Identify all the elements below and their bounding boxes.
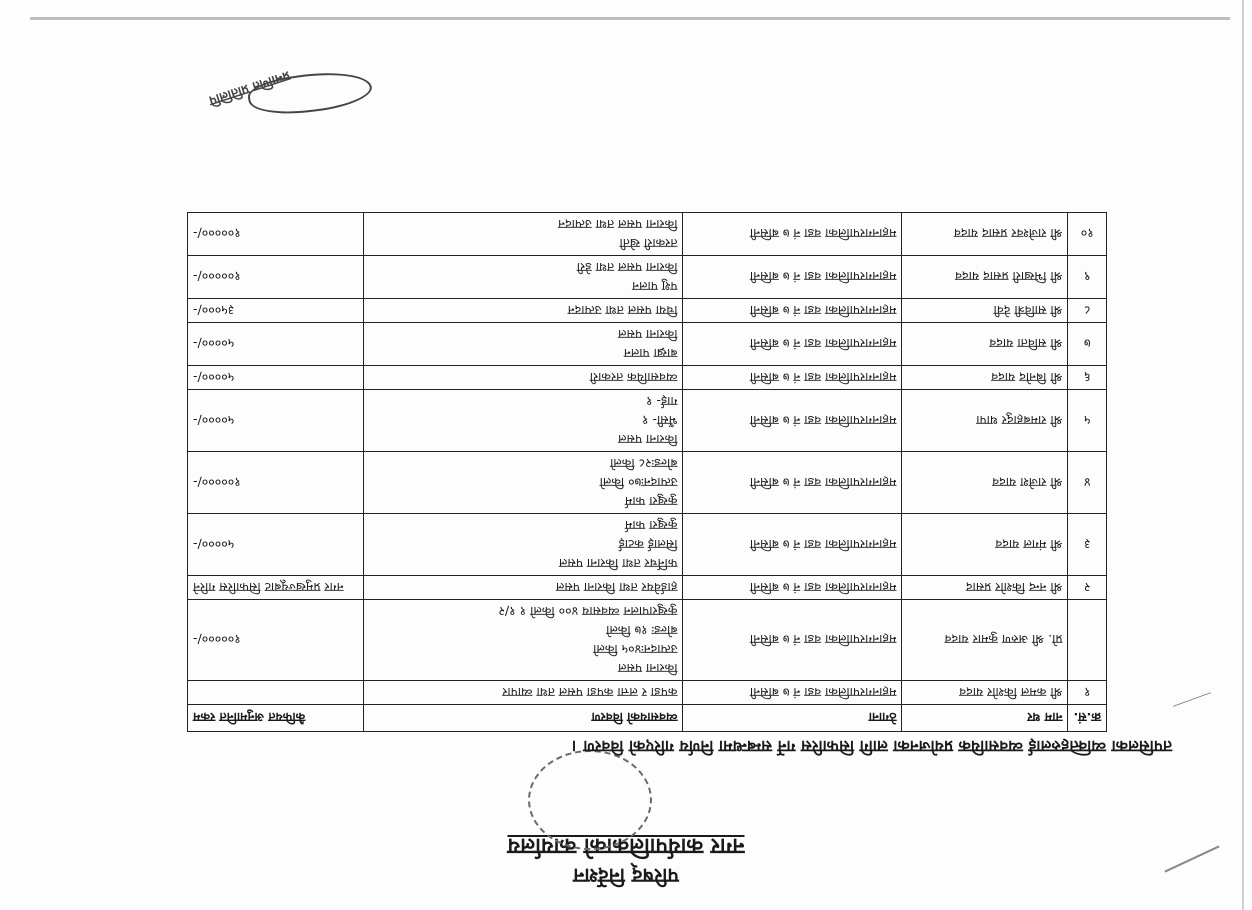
- row-address: महानगरपालिका वडा नं ७ बसिनी: [683, 366, 902, 390]
- row-amount: १०००००/-: [188, 256, 364, 299]
- row-address: महानगरपालिका वडा नं ७ बसिनी: [683, 576, 902, 600]
- table-row: [188, 213, 1107, 256]
- detail-line: हार्डवेयर तथा किराना पसल: [555, 580, 678, 595]
- header-amount: कैफियत अनुमानित रकम: [188, 705, 364, 732]
- header-detail: व्यवसायको विवरण: [364, 705, 683, 732]
- official-seal: [528, 750, 652, 850]
- table-row: [188, 600, 1107, 681]
- detail-line: चिया पसल तथा उत्पादन: [567, 303, 678, 318]
- detail-line: व्यवसायिक तरकारी: [589, 370, 678, 385]
- detail-line: बोल्डः १७ किलो: [606, 623, 678, 638]
- detail-line: किराना पसल: [618, 327, 678, 342]
- row-name: श्री सावित्री देवी: [902, 299, 1068, 323]
- detail-line: बोल्डः२८ किलो: [610, 456, 678, 471]
- row-address: महानगरपालिका वडा नं ७ बसिनी: [683, 514, 902, 576]
- row-detail: [364, 390, 683, 452]
- detail-line: गाई- १: [646, 394, 678, 409]
- detail-line: सिलाई कटाई: [618, 537, 678, 552]
- row-address: महानगरपालिका वडा नं ७ बसिनी: [683, 256, 902, 299]
- table-row: [188, 681, 1107, 705]
- row-detail: [364, 323, 683, 366]
- row-sn: १०: [1068, 213, 1107, 256]
- detail-line: किराना पसल: [618, 432, 678, 447]
- row-sn: ७: [1068, 323, 1107, 366]
- row-address: महानगरपालिका वडा नं ७ बसिनी: [683, 681, 902, 705]
- row-detail: [364, 256, 683, 299]
- row-name: श्री रामबहादुर थापा: [902, 390, 1068, 452]
- row-name: श्री कमल किशोर यादव: [902, 681, 1068, 705]
- row-detail: [364, 213, 683, 256]
- row-name: श्री नन्द किशोर प्रसाद: [902, 576, 1068, 600]
- row-amount: ५००००/-: [188, 514, 364, 576]
- row-detail: [364, 681, 683, 705]
- row-name: श्री राजेश यादव: [902, 452, 1068, 514]
- row-name: श्री बिनोद यादव: [902, 366, 1068, 390]
- detail-line: कुखुरापालन व्यवसाय ४०० किलो १ १/२: [498, 604, 678, 619]
- page-side-line: [1242, 0, 1244, 910]
- row-amount: ५००००/-: [188, 323, 364, 366]
- row-sn: ९: [1068, 256, 1107, 299]
- table-row: [188, 514, 1107, 576]
- row-amount: १०००००/-: [188, 452, 364, 514]
- row-sn: ३: [1068, 514, 1107, 576]
- table-row: [188, 256, 1107, 299]
- row-name: श्री राजेश्वर प्रसाद यादव: [902, 213, 1068, 256]
- row-detail: [364, 600, 683, 681]
- row-amount: नगर प्रमुखज्यूबाट सिफारिस गरिने: [188, 576, 364, 600]
- header-sn: क्र.सं.: [1068, 705, 1107, 732]
- detail-line: कुखुरा फार्म: [624, 494, 678, 509]
- header-name: नाम थर: [902, 705, 1068, 732]
- row-detail: [364, 514, 683, 576]
- detail-line: बाख्रा पालन: [623, 346, 678, 361]
- detail-line: भैंसी- १: [641, 413, 678, 428]
- table-row: [188, 366, 1107, 390]
- table-row: [188, 390, 1107, 452]
- row-address: महानगरपालिका वडा नं ७ बसिनी: [683, 452, 902, 514]
- pen-mark: [1173, 692, 1211, 707]
- detail-line: कुखुरा फार्म: [624, 518, 678, 533]
- table-row: [188, 299, 1107, 323]
- detail-line: उत्पादनः४०५ किलो: [593, 642, 678, 657]
- department-title: नगर कार्यपालिकाको कार्यालय: [507, 833, 745, 858]
- row-address: महानगरपालिका वडा नं ७ बसिनी: [683, 600, 902, 681]
- row-address: महानगरपालिका वडा नं ७ बसिनी: [683, 323, 902, 366]
- row-amount: [188, 681, 364, 705]
- row-amount: ५००००/-: [188, 366, 364, 390]
- attestation-stamp: प्रमाणित प्रतिलिपि: [206, 67, 292, 108]
- table-row: [188, 323, 1107, 366]
- intro-text: तपसिलका व्यक्तिहरुलाई व्यवसायिक प्रयोजनका लागि सिफारिस गर्ने सम्बन्धमा निर्णय गरिएको विवरण ।: [571, 737, 1172, 756]
- row-name: श्री सविता यादव: [902, 323, 1068, 366]
- table-row: [188, 576, 1107, 600]
- row-sn: [1068, 600, 1107, 681]
- row-name: प्रो. श्री अरुण कुमार यादव: [902, 600, 1068, 681]
- detail-line: किराना पसल तथा उत्पादन: [558, 217, 678, 232]
- row-sn: १: [1068, 681, 1107, 705]
- detail-line: तरकारी खेती: [619, 236, 678, 251]
- page-edge-line: [30, 17, 1230, 20]
- row-name: श्री मंगल यादव: [902, 514, 1068, 576]
- table-header-row: [188, 705, 1107, 732]
- row-sn: ४: [1068, 452, 1107, 514]
- row-detail: [364, 366, 683, 390]
- row-address: महानगरपालिका वडा नं ७ बसिनी: [683, 213, 902, 256]
- row-detail: [364, 299, 683, 323]
- detail-line: कपडा र लत्ता कपडा पसल तथा व्यापार: [502, 685, 678, 700]
- detail-line: किराना पसल: [618, 661, 678, 676]
- row-address: महानगरपालिका वडा नं ७ बसिनी: [683, 390, 902, 452]
- row-address: महानगरपालिका वडा नं ७ बसिनी: [683, 299, 902, 323]
- header-address: ठेगाना: [683, 705, 902, 732]
- row-amount: १०००००/-: [188, 600, 364, 681]
- detail-line: फर्निचर तथा किराना पसल: [558, 556, 678, 571]
- row-sn: ६: [1068, 366, 1107, 390]
- row-amount: ३५०००/-: [188, 299, 364, 323]
- row-amount: १०००००/-: [188, 213, 364, 256]
- table-row: [188, 452, 1107, 514]
- detail-line: पशु पालन: [632, 279, 678, 294]
- detail-line: किराना पसल तथा डेरी: [576, 260, 678, 275]
- row-sn: ५: [1068, 390, 1107, 452]
- office-title: परिषद् निर्देशन: [573, 864, 679, 888]
- row-detail: [364, 452, 683, 514]
- applicant-table: [187, 212, 1107, 732]
- row-sn: ८: [1068, 299, 1107, 323]
- row-sn: २: [1068, 576, 1107, 600]
- row-name: श्री भिखारी प्रसाद यादव: [902, 256, 1068, 299]
- row-amount: ५००००/-: [188, 390, 364, 452]
- detail-line: उत्पादनः७० किलो: [599, 475, 678, 490]
- row-detail: [364, 576, 683, 600]
